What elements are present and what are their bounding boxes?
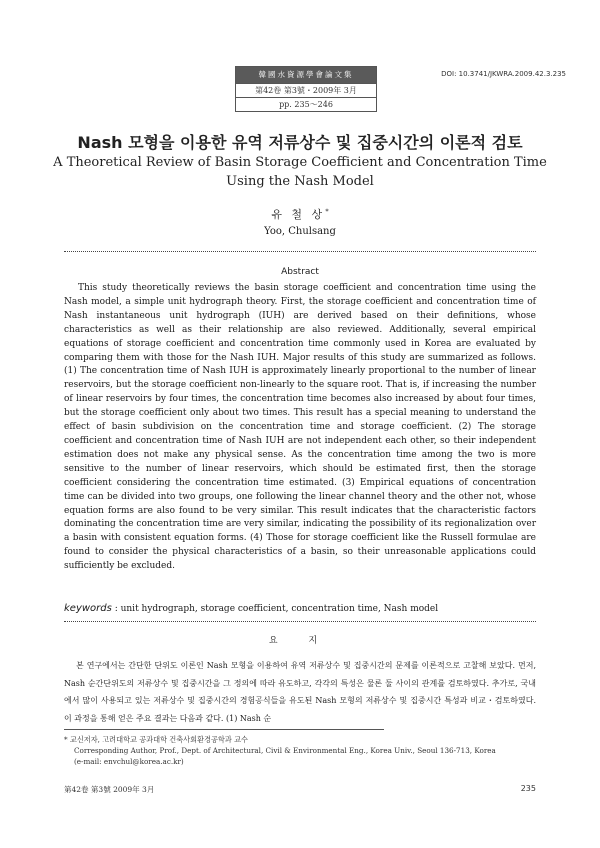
title-english: A Theoretical Review of Basin Storage Coefficient and Concentration Time Using the Nash Model	[53, 155, 547, 189]
footnote-affiliation-en: Corresponding Author, Prof., Dept. of Architectural, Civil & Environmental Eng., Korea Univ., Seoul 136-713, Korea	[74, 746, 496, 755]
divider-top	[64, 251, 536, 252]
footnote-mark: *	[64, 735, 68, 744]
yoji-text: 본 연구에서는 간단한 단위도 이론인 Nash 모형을 이용하여 유역 저류상수 및 집중시간의 문제를 이론적으로 고찰해 보았다. 먼저, Nash 순간단위도의 저류상수 및 집중시간을 그 정의에 따라 유도하고, 각각의 특성은 물론 둘 사이의 관계를 검토하였다. 추가로, 국내에서 많이 사용되고 있는 저류상수 및 집중시간의 경험공식들을 유도된 Nash 모형의 저류상수 및 집중시간 특성과 비교・검토하였다. 이 과정을 통해 얻은 주요 결과는 다음과 같다. (1) Nash 순	[64, 661, 536, 723]
author-name-ko-text: 유 철 상	[271, 208, 326, 221]
page-number: 235	[520, 784, 536, 793]
footer-issue: 第42卷 第3號 2009年 3月	[64, 785, 155, 794]
keywords-line	[64, 603, 536, 614]
abstract-heading: Abstract	[281, 267, 319, 277]
keywords-label: keywords	[64, 603, 112, 614]
footnote	[64, 734, 536, 767]
footnote-email: (e-mail: envchul@korea.ac.kr)	[74, 757, 184, 766]
divider-keywords	[64, 621, 536, 622]
journal-info-box	[235, 66, 377, 112]
author-name-english: Yoo, Chulsang	[264, 226, 336, 237]
journal-name: 韓國水資源學會論文集	[236, 67, 376, 83]
author-name-korean	[0, 206, 600, 222]
title-korean: Nash 모형을 이용한 유역 저류상수 및 집중시간의 이론적 검토	[77, 133, 523, 152]
journal-pages: pp. 235～246	[236, 97, 376, 111]
footnote-affiliation-ko: 교신저자, 고려대학교 공과대학 건축사회환경공학과 교수	[69, 735, 248, 744]
keywords-text: unit hydrograph, storage coefficient, concentration time, Nash model	[120, 604, 439, 614]
author-mark: *	[325, 207, 329, 216]
footnote-rule	[64, 729, 384, 730]
doi: DOI: 10.3741/JKWRA.2009.42.3.235	[441, 70, 566, 78]
keywords-separator: :	[111, 604, 121, 614]
yoji-heading: 요 지	[268, 636, 332, 646]
journal-issue: 第42卷 第3號・2009年 3月	[236, 83, 376, 97]
abstract-text: This study theoretically reviews the basin storage coefficient and concentration time using the Nash model, a simple unit hydrograph theory. First, the storage coefficient and concentration time of Nash instantaneous unit hydrograph (IUH) are derived based on their definitions, whose characteristics as well as their relationship are also reviewed. Additionally, several empirical equations of storage coefficient and concentration time commonly used in Korea are evaluated by comparing them with those for the Nash IUH. Major results of this study are summarized as follows. (1) The concentration time of Nash IUH is approximately linearly proportional to the number of linear reservoirs, but the storage coefficient non-linearly to the square root. That is, if increasing the number of linear reservoirs by four times, the concentration time becomes also increased by about four times, but the storage coefficient only about two times. This result has a special meaning to understand the effect of basin subdivision on the concentration time and storage coefficient. (2) The storage coefficient and concentration time of Nash IUH are not independent each other, so their independent estimation does not make any physical sense. As the concentration time among the two is more sensitive to the number of linear reservoirs, which should be estimated first, then the storage coefficient considering the concentration time estimated. (3) Empirical equations of concentration time can be divided into two groups, one following the linear channel theory and the other not, whose equation forms are also found to be very similar. This result indicates that the characteristic factors dominating the concentration time are very similar, indicating the possibility of its regionalization over a basin with consistent equation forms. (4) Those for storage coefficient like the Russell formulae are found to consider the physical characteristics of a basin, so their unreasonable applications could sufficiently be excluded.	[64, 283, 536, 572]
